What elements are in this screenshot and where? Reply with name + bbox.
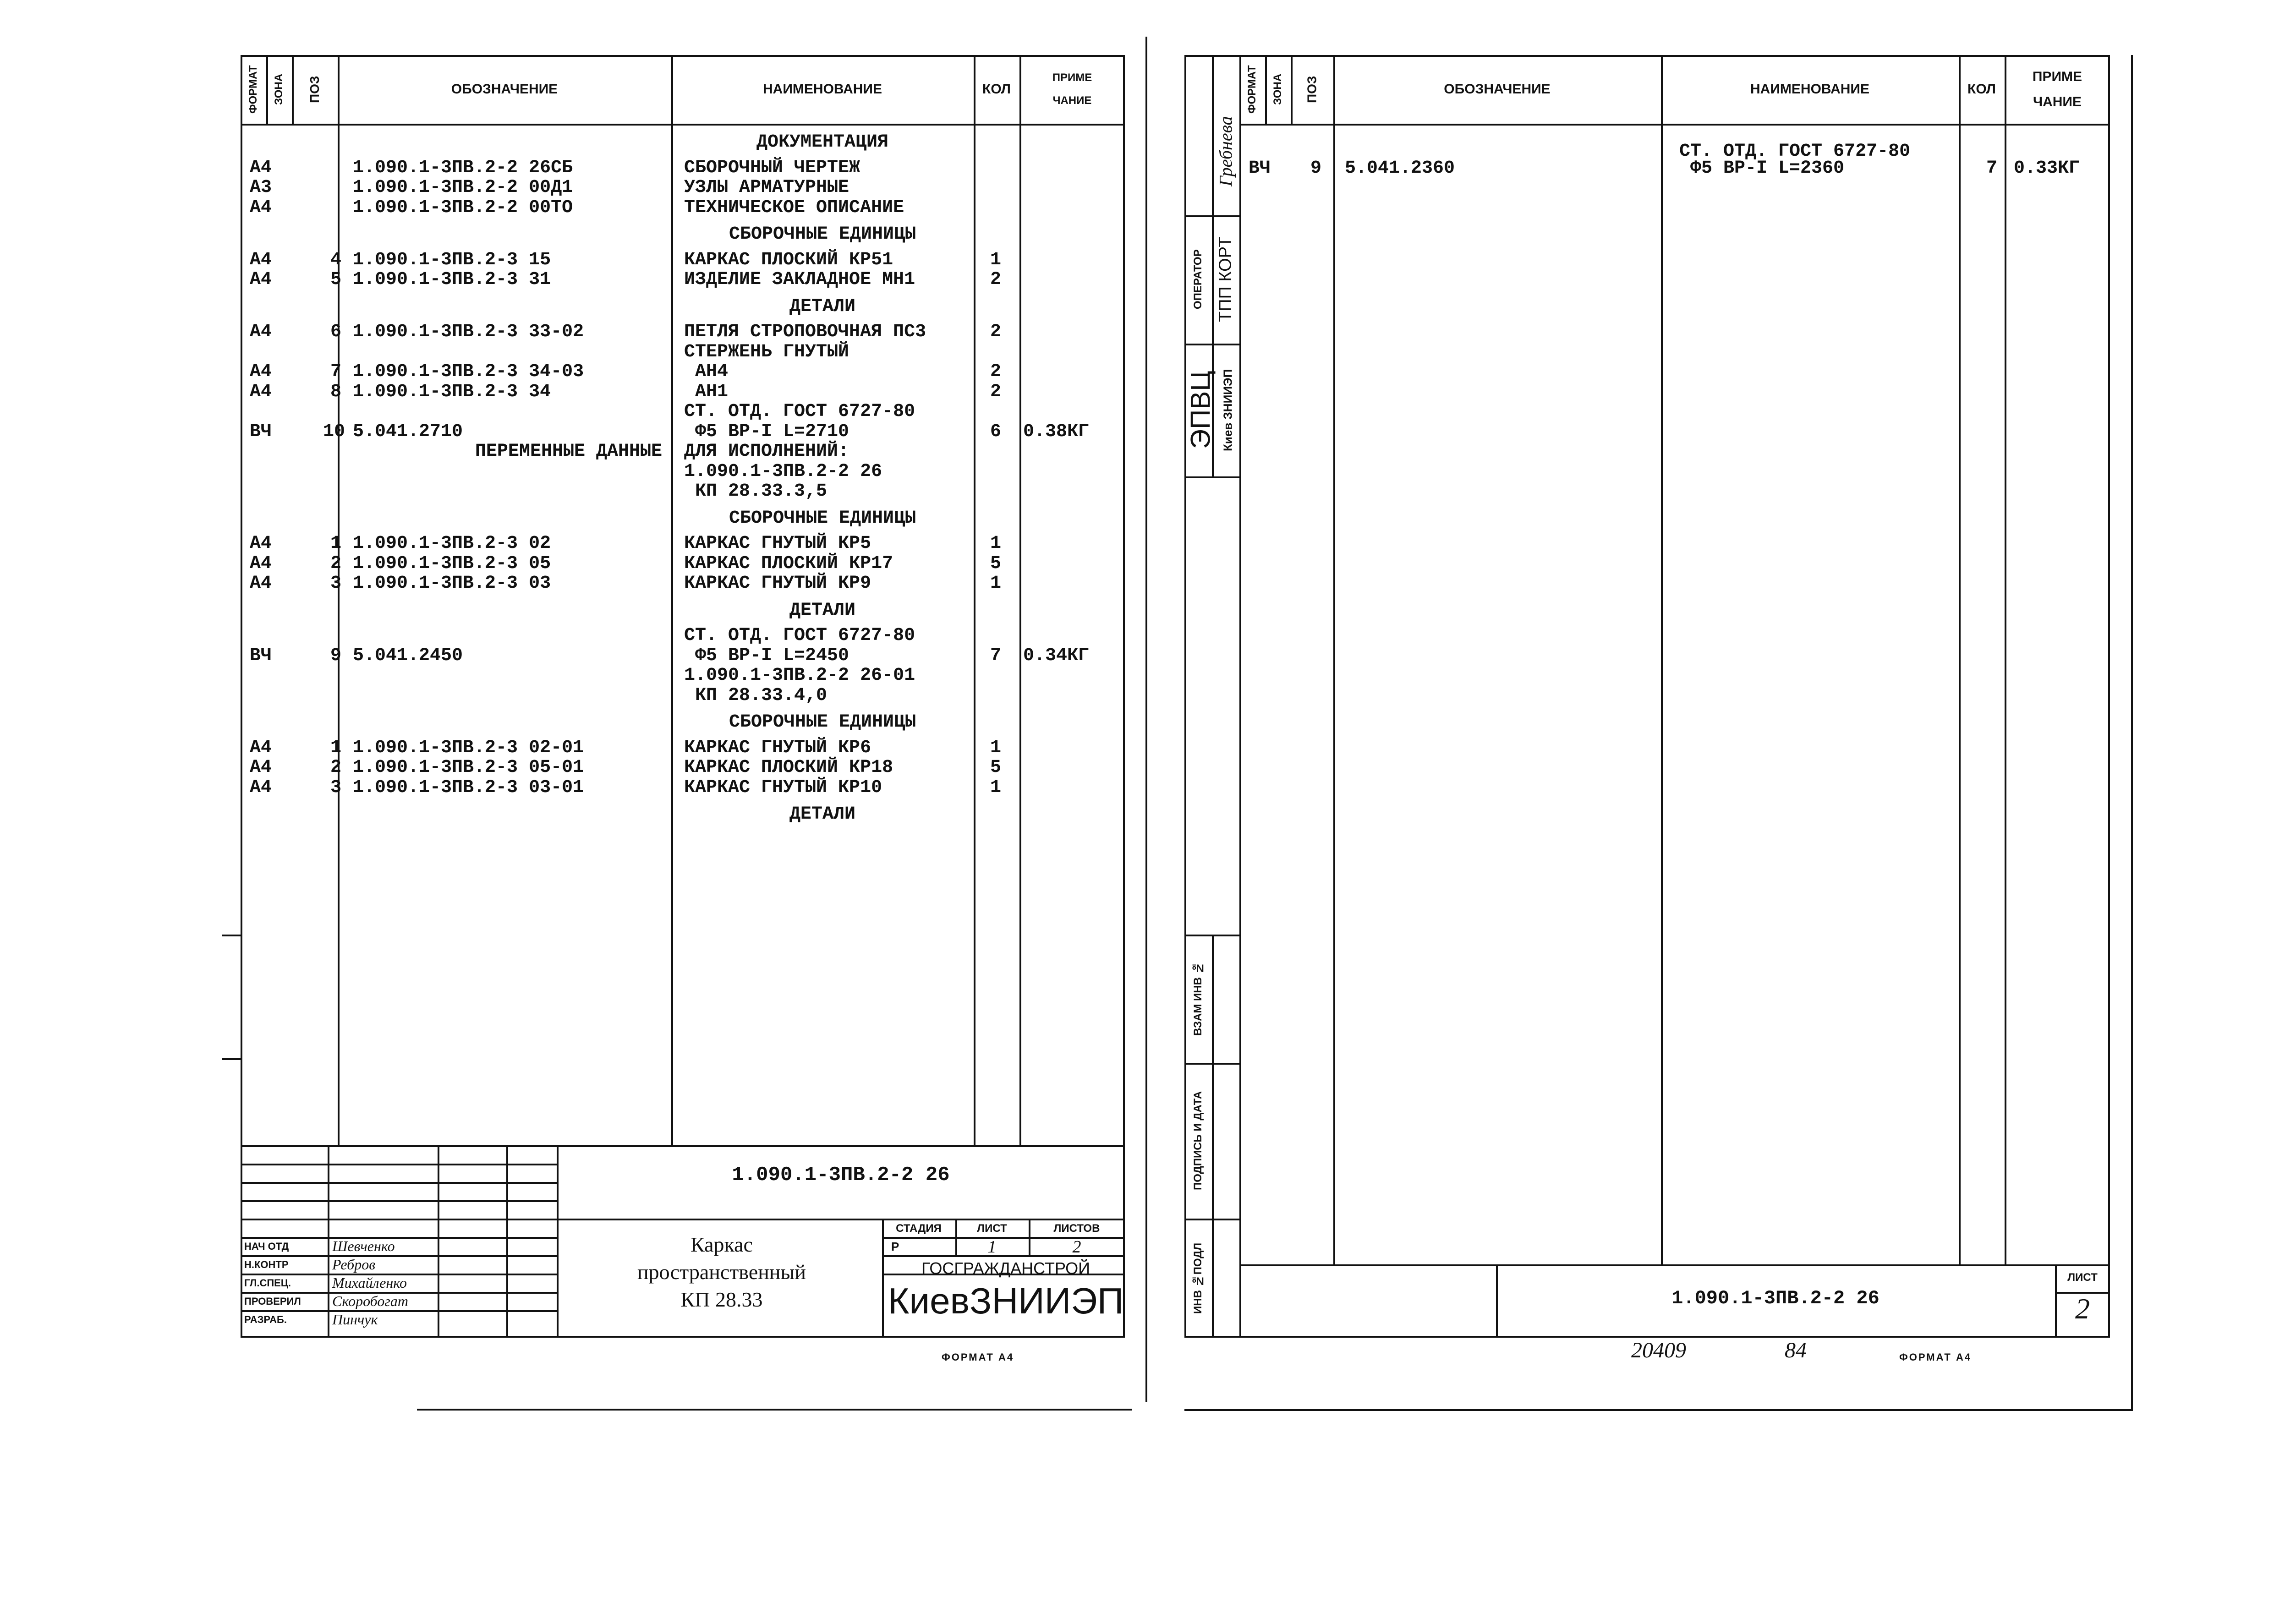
- row-qty: 1: [990, 777, 1001, 798]
- table-row: [241, 509, 1125, 528]
- row-note: 0.33КГ: [2014, 158, 2080, 179]
- side-strip-border: [1239, 55, 1241, 1338]
- side-strip-line: [1184, 476, 1239, 478]
- margin-tick: [222, 1058, 241, 1060]
- row-name: КАРКАС ПЛОСКИЙ КР51: [684, 249, 893, 270]
- header-format: ФОРМАТ: [247, 65, 259, 114]
- header-note-2-line1: ПРИМЕ: [2032, 69, 2082, 84]
- stamp-role: РАЗРАБ.: [244, 1314, 287, 1325]
- stamp-doc-code: 1.090.1-3ПВ.2-2 26: [732, 1164, 950, 1187]
- row-name: ДЕТАЛИ: [789, 296, 856, 317]
- row-name: КАРКАС ПЛОСКИЙ КР17: [684, 553, 893, 574]
- stamp-line: [557, 1219, 1125, 1220]
- side-signature: Гребнева: [1215, 116, 1236, 186]
- row-format: А4: [250, 777, 272, 798]
- row-designation: 1.090.1-3ПВ.2-3 05-01: [353, 757, 584, 778]
- row-pos: 1: [330, 737, 341, 758]
- table-row: [241, 133, 1125, 152]
- row-qty: 2: [990, 381, 1001, 402]
- row-name: СБОРОЧНЫЕ ЕДИНИЦЫ: [729, 712, 916, 733]
- sheet-2-format-label: ФОРМАТ А4: [1899, 1351, 1972, 1363]
- row-format: А4: [250, 249, 272, 270]
- stamp-line: [241, 1219, 557, 1220]
- row-name: АН1: [684, 381, 729, 402]
- row-name: КАРКАС ПЛОСКИЙ КР18: [684, 757, 893, 778]
- row-pos: 9: [1310, 158, 1322, 179]
- row-designation: 1.090.1-3ПВ.2-3 03-01: [353, 777, 584, 798]
- sheet-2-frame: [1184, 55, 2110, 1338]
- table-row: [241, 554, 1125, 574]
- row-format: ВЧ: [250, 645, 272, 666]
- side-operator-value: ТПП КОРТ: [1216, 236, 1235, 323]
- page-bottom-line: [417, 1409, 1132, 1411]
- stamp-line: [241, 1164, 557, 1165]
- row-name: ТЕХНИЧЕСКОЕ ОПИСАНИЕ: [684, 197, 904, 218]
- row-pos: 9: [330, 645, 341, 666]
- table-row: [241, 225, 1125, 244]
- row-pos: 8: [330, 381, 341, 402]
- row-format: А4: [250, 322, 272, 342]
- row-name: КП 28.33.3,5: [684, 481, 827, 502]
- table-row: [241, 422, 1125, 442]
- row-pos: 3: [330, 777, 341, 798]
- row-name: КАРКАС ГНУТЫЙ КР5: [684, 533, 871, 554]
- header-zone-2: ЗОНА: [1271, 73, 1284, 105]
- table-row: [241, 383, 1125, 402]
- table-row: [241, 462, 1125, 481]
- margin-tick: [222, 935, 241, 936]
- sheet-2-list-label: ЛИСТ: [2067, 1271, 2098, 1284]
- row-format: А4: [250, 269, 272, 290]
- stamp-stage-value: Р: [891, 1240, 899, 1253]
- sheet-2-doc-code: 1.090.1-3ПВ.2-2 26: [1671, 1287, 1880, 1309]
- stamp-sheets-label: ЛИСТОВ: [1053, 1222, 1100, 1235]
- stamp-vline: [882, 1219, 884, 1338]
- stamp-person-name: Шевченко: [332, 1238, 395, 1254]
- stamp-role: ГЛ.СПЕЦ.: [244, 1277, 291, 1289]
- footer-number-1: 20409: [1631, 1338, 1686, 1362]
- row-name: СБОРОЧНЫЙ ЧЕРТЕЖ: [684, 157, 860, 178]
- header-note-2-line2: ЧАНИЕ: [2033, 94, 2082, 109]
- stamp-person-name: Скоробогат: [332, 1293, 408, 1309]
- row-name: СТ. ОТД. ГОСТ 6727-80: [684, 625, 915, 646]
- title-block: [241, 1145, 1125, 1338]
- row-designation: 1.090.1-3ПВ.2-3 02: [353, 533, 551, 554]
- stamp-line: [241, 1182, 557, 1184]
- header-designation-2: ОБОЗНАЧЕНИЕ: [1444, 82, 1551, 97]
- stamp-role: Н.КОНТР: [244, 1259, 289, 1270]
- table-row: [241, 666, 1125, 685]
- row-name: КАРКАС ГНУТЫЙ КР9: [684, 573, 871, 594]
- side-epvc: ЭПВЦ: [1185, 371, 1216, 449]
- row-qty: 2: [990, 322, 1001, 342]
- header-zone: ЗОНА: [273, 73, 285, 105]
- row-name: Ф5 ВР-I L=2450: [684, 645, 849, 666]
- side-vzam-label: ВЗАМ ИНВ №: [1192, 962, 1204, 1036]
- row-pos: 7: [330, 361, 341, 382]
- side-podpis-label: ПОДПИСЬ И ДАТА: [1192, 1091, 1204, 1191]
- row-name: СБОРОЧНЫЕ ЕДИНИЦЫ: [729, 224, 916, 245]
- header-format-2: ФОРМАТ: [1246, 65, 1258, 114]
- sheet-2-list-value: 2: [2075, 1292, 2090, 1325]
- row-qty: 1: [990, 249, 1001, 270]
- stamp-person-name: Ребров: [332, 1256, 376, 1273]
- table-row: [241, 626, 1125, 645]
- row-designation: 1.090.1-3ПВ.2-3 05: [353, 553, 551, 574]
- row-name: АН4: [684, 361, 729, 382]
- row-name-line2: Ф5 ВР-I L=2360: [1679, 158, 1845, 179]
- sheet-2: [1184, 55, 2133, 1411]
- row-name: СТЕРЖЕНЬ ГНУТЫЙ: [684, 341, 849, 362]
- row-pos: 10: [323, 421, 345, 442]
- row-designation: 1.090.1-3ПВ.2-3 31: [353, 269, 551, 290]
- row-name: КП 28.33.4,0: [684, 685, 827, 706]
- row-pos: 2: [330, 553, 341, 574]
- row-note: 0.38КГ: [1023, 421, 1090, 442]
- row-designation: 1.090.1-3ПВ.2-3 02-01: [353, 737, 584, 758]
- sheet-2-stamp-top: [1239, 1264, 2110, 1266]
- row-name: КАРКАС ГНУТЫЙ КР6: [684, 737, 871, 758]
- col-divider: [1333, 55, 1335, 1264]
- row-format: А4: [250, 553, 272, 574]
- table-row: [241, 758, 1125, 777]
- stamp-org-line2: КиевЗНИИЭП: [888, 1280, 1124, 1321]
- table-row: [241, 778, 1125, 798]
- row-name: ПЕТЛЯ СТРОПОВОЧНАЯ ПС3: [684, 322, 926, 342]
- header-note-line2: ЧАНИЕ: [1052, 94, 1092, 107]
- header-qty: КОЛ: [982, 82, 1011, 97]
- table-row: [241, 297, 1125, 317]
- row-format: А4: [250, 573, 272, 594]
- stamp-person-name: Михайленко: [332, 1274, 407, 1291]
- stamp-person-name: Пинчук: [332, 1311, 378, 1328]
- sheet-1: [241, 55, 1125, 1363]
- row-designation: 1.090.1-3ПВ.2-2 00Д1: [353, 177, 573, 198]
- header-pos-2: ПОЗ: [1304, 76, 1319, 103]
- row-name: СБОРОЧНЫЕ ЕДИНИЦЫ: [729, 508, 916, 529]
- table-row: [241, 251, 1125, 270]
- row-designation: 5.041.2450: [353, 645, 463, 666]
- row-name: ДЕТАЛИ: [789, 600, 856, 621]
- row-name: Ф5 ВР-I L=2710: [684, 421, 849, 442]
- row-pos: 6: [330, 322, 341, 342]
- stamp-vline: [1029, 1219, 1030, 1255]
- spec-table-body: [241, 124, 1125, 1145]
- row-designation: 5.041.2360: [1345, 158, 1455, 179]
- stamp-line: [241, 1200, 557, 1202]
- side-strip-line: [1184, 215, 1239, 217]
- row-designation: 1.090.1-3ПВ.2-3 34-03: [353, 361, 584, 382]
- row-pos: 1: [330, 533, 341, 554]
- row-format: А4: [250, 197, 272, 218]
- row-designation: ПЕРЕМЕННЫЕ ДАННЫЕ: [475, 441, 662, 462]
- row-format: А4: [250, 533, 272, 554]
- row-designation: 1.090.1-3ПВ.2-3 15: [353, 249, 551, 270]
- row-qty: 7: [990, 645, 1001, 666]
- row-name: СТ. ОТД. ГОСТ 6727-80: [684, 401, 915, 422]
- table-row: [241, 270, 1125, 290]
- row-pos: 3: [330, 573, 341, 594]
- row-qty: 7: [1986, 158, 1998, 179]
- sheet-2-header-bottom: [1239, 124, 2110, 126]
- row-format: А4: [250, 737, 272, 758]
- row-name: ДОКУМЕНТАЦИЯ: [756, 132, 889, 153]
- header-qty-2: КОЛ: [1967, 82, 1996, 97]
- table-row: [241, 482, 1125, 501]
- row-name: 1.090.1-3ПВ.2-2 26-01: [684, 665, 915, 686]
- header-designation: ОБОЗНАЧЕНИЕ: [451, 82, 558, 97]
- row-note: 0.34КГ: [1023, 645, 1090, 666]
- row-format: А3: [250, 177, 272, 198]
- row-format: ВЧ: [1249, 158, 1271, 179]
- row-qty: 1: [990, 737, 1001, 758]
- row-format: А4: [250, 361, 272, 382]
- row-name: ДЛЯ ИСПОЛНЕНИЙ:: [684, 441, 849, 462]
- side-epvc-sub: Киев ЗНИИЭП: [1221, 369, 1235, 451]
- side-inv-label: ИНВ №ПОДЛ: [1192, 1242, 1204, 1314]
- table-row: [241, 159, 1125, 178]
- col-divider: [2005, 55, 2006, 1264]
- row-qty: 5: [990, 553, 1001, 574]
- col-divider: [1661, 55, 1663, 1264]
- stamp-sheet-label: ЛИСТ: [977, 1222, 1007, 1235]
- row-name: УЗЛЫ АРМАТУРНЫЕ: [684, 177, 849, 198]
- footer-number-2: 84: [1785, 1338, 1807, 1362]
- table-row: [241, 198, 1125, 218]
- sheet-1-format-label: ФОРМАТ А4: [942, 1351, 1014, 1363]
- row-name: КАРКАС ГНУТЫЙ КР10: [684, 777, 882, 798]
- row-qty: 1: [990, 573, 1001, 594]
- row-format: А4: [250, 757, 272, 778]
- side-strip-line: [1184, 344, 1239, 345]
- stamp-people: [241, 1237, 557, 1338]
- table-row: [241, 713, 1125, 732]
- stamp-role: НАЧ ОТД: [244, 1241, 289, 1252]
- stamp-role: ПРОВЕРИЛ: [244, 1296, 301, 1307]
- table-row: [241, 534, 1125, 553]
- row-name: ИЗДЕЛИЕ ЗАКЛАДНОЕ МН1: [684, 269, 915, 290]
- row-designation: 1.090.1-3ПВ.2-3 33-02: [353, 322, 584, 342]
- stamp-stage-label: СТАДИЯ: [896, 1222, 942, 1235]
- row-qty: 2: [990, 269, 1001, 290]
- header-note-line1: ПРИМЕ: [1052, 71, 1092, 84]
- table-row: [241, 738, 1125, 758]
- row-format: ВЧ: [250, 421, 272, 442]
- header-note-2: [2005, 55, 2110, 124]
- header-pos: ПОЗ: [307, 76, 322, 103]
- header-note: [1019, 55, 1125, 124]
- stamp-title-line1: Каркас: [690, 1233, 753, 1256]
- row-qty: 1: [990, 533, 1001, 554]
- stamp-vline: [955, 1219, 957, 1255]
- row-pos: 5: [330, 269, 341, 290]
- row-designation: 1.090.1-3ПВ.2-3 34: [353, 381, 551, 402]
- table-row: [241, 362, 1125, 382]
- side-strip-divider: [1212, 935, 1214, 1338]
- row-pos: 4: [330, 249, 341, 270]
- stamp-title-line3: КП 28.33: [680, 1288, 763, 1311]
- table-row: [241, 402, 1125, 421]
- stamp-sheet-value: 1: [987, 1237, 997, 1257]
- stamp-title-line2: пространственный: [637, 1260, 806, 1284]
- page-divider: [1145, 37, 1147, 1402]
- side-operator-label: ОПЕРАТОР: [1192, 249, 1204, 310]
- table-row: [241, 574, 1125, 593]
- header-name: НАИМЕНОВАНИЕ: [763, 82, 882, 97]
- table-row: [241, 343, 1125, 362]
- table-row: [241, 442, 1125, 461]
- col-divider: [1959, 55, 1961, 1264]
- row-qty: 5: [990, 757, 1001, 778]
- table-row: [241, 686, 1125, 705]
- stamp-org-line1: ГОСГРАЖДАНСТРОЙ: [921, 1259, 1090, 1278]
- row-qty: 6: [990, 421, 1001, 442]
- row-qty: 2: [990, 361, 1001, 382]
- table-row: [241, 323, 1125, 342]
- row-format: А4: [250, 157, 272, 178]
- stamp-sheets-value: 2: [1072, 1237, 1081, 1257]
- row-name-line1: СТ. ОТД. ГОСТ 6727-80: [1679, 141, 1911, 162]
- table-row: [241, 805, 1125, 824]
- row-designation: 5.041.2710: [353, 421, 463, 442]
- table-row: [241, 601, 1125, 620]
- row-pos: 2: [330, 757, 341, 778]
- table-row: [241, 646, 1125, 666]
- row-format: А4: [250, 381, 272, 402]
- row-name: 1.090.1-3ПВ.2-2 26: [684, 461, 882, 482]
- row-designation: 1.090.1-3ПВ.2-2 26СБ: [353, 157, 573, 178]
- header-name-2: НАИМЕНОВАНИЕ: [1750, 82, 1869, 97]
- row-designation: 1.090.1-3ПВ.2-3 03: [353, 573, 551, 594]
- row-name: ДЕТАЛИ: [789, 804, 856, 825]
- row-designation: 1.090.1-3ПВ.2-2 00ТО: [353, 197, 573, 218]
- stamp-vline: [2055, 1264, 2057, 1338]
- table-row: [241, 178, 1125, 197]
